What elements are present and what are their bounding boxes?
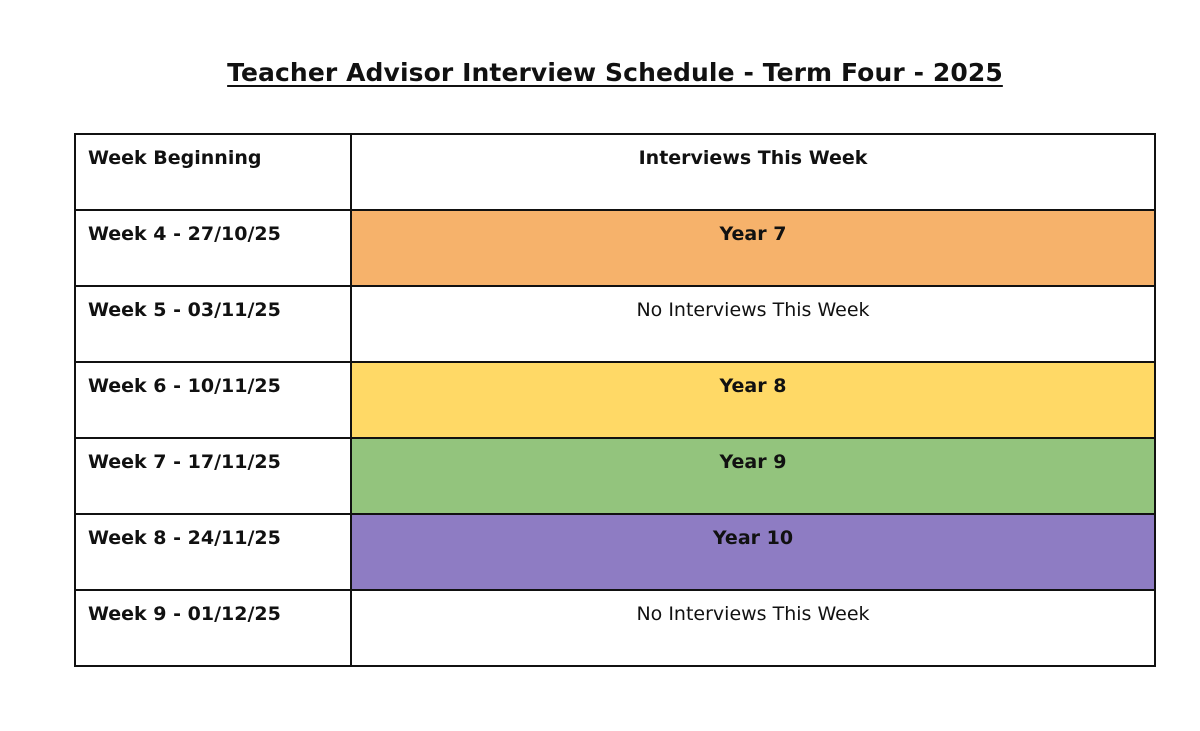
interview-cell: Year 9: [351, 438, 1155, 514]
header-week-beginning: Week Beginning: [75, 134, 351, 210]
schedule-table: [74, 133, 1156, 667]
week-cell: Week 9 - 01/12/25: [75, 590, 351, 666]
interview-cell: Year 7: [351, 210, 1155, 286]
interview-cell: No Interviews This Week: [351, 286, 1155, 362]
interview-cell: Year 8: [351, 362, 1155, 438]
table-row: [75, 590, 1155, 666]
table-row: [75, 438, 1155, 514]
interview-cell: Year 10: [351, 514, 1155, 590]
table-header-row: [75, 134, 1155, 210]
table-row: [75, 286, 1155, 362]
week-cell: Week 5 - 03/11/25: [75, 286, 351, 362]
week-cell: Week 4 - 27/10/25: [75, 210, 351, 286]
header-interviews-this-week: Interviews This Week: [351, 134, 1155, 210]
interview-cell: No Interviews This Week: [351, 590, 1155, 666]
week-cell: Week 7 - 17/11/25: [75, 438, 351, 514]
week-cell: Week 6 - 10/11/25: [75, 362, 351, 438]
table-row: [75, 362, 1155, 438]
table-row: [75, 210, 1155, 286]
page-title: Teacher Advisor Interview Schedule - Term Four - 2025: [227, 58, 1003, 87]
week-cell: Week 8 - 24/11/25: [75, 514, 351, 590]
table-row: [75, 514, 1155, 590]
